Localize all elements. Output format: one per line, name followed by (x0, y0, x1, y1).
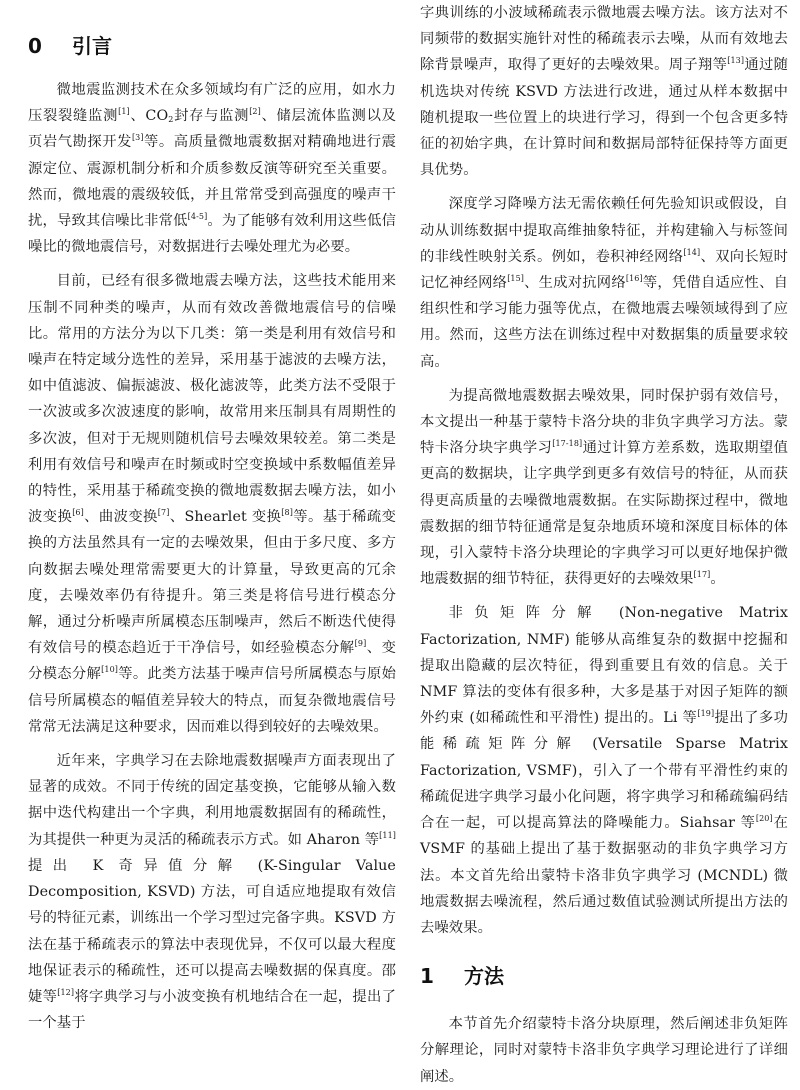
citation: [12] (57, 987, 75, 997)
text-run: 目前，已经有很多微地震去噪方法，这些技术能用来压制不同种类的噪声，从而有效改善微地震信号的信噪比。常用的方法分为以下几类：第一类是利用有效信号和噪声在特定域分选性的差异，采用基于滤波的去噪方法，如中值滤波、偏振滤波、极化滤波等，此类方法不受限于一次波或多次波速度的影响，故常用来压制具有周期性的多次波，但对于无规则随机信号去噪效果较差。第二类是利用有效信号和噪声在时频或时空变换域中系数幅值差异的特性，采用基于稀疏变换的微地震数据去噪方法，如小波变换 (28, 273, 396, 526)
text-run: 、生成对抗网络 (524, 275, 626, 292)
citation: [16] (625, 274, 643, 284)
text-run: 通过计算方差系数，选取期望值更高的数据块，让字典学到更多有效信号的特征，从而获得更高质量的去噪微地震数据。在实际勘探过程中，微地震数据的细节特征通常是复杂地质环境和深度目标体的体现，引入蒙特卡洛分块理论的字典学习可以更好地保护微地震数据的细节特征，获得更好的去噪效果 (420, 440, 788, 588)
right-body (420, 0, 788, 941)
text-run: 封存与监测 (173, 108, 250, 125)
text-run: 深度学习降噪方法无需依赖任何先验知识或假设，自动从训练数据中提取高维抽象特征，并构建输入与标签间的非线性映射关系。例如，卷积神经网络 (420, 196, 788, 265)
text-run: 非负矩阵分解 (Non-negative Matrix Factorization, NMF) 能够从高维复杂的数据中挖掘和提取出隐藏的层次特征，得到重要且有效的信息。关于 NMF 算法的变体有很多种，大多是基于对因子矩阵的额外约束 (如稀疏性和平滑性) 提出的。Li 等 (420, 605, 788, 727)
section-number: 1 (420, 964, 434, 989)
body-paragraph (28, 268, 396, 740)
text-run: 近年来，字典学习在去除地震数据噪声方面表现出了显著的成效。不同于传统的固定基变换，它能够从输入数据中迭代构建出一个字典，利用地震数据固有的稀疏性，为其提供一种更为灵活的稀疏表示方式。如 Aharon 等 (28, 753, 396, 848)
text-run: 等。基于稀疏变换的方法虽然具有一定的去噪效果，但由于多尺度、多方向数据去噪处理常需要更大的计算量，导致更高的冗余度，去噪效率仍有待提升。第三类是将信号进行模态分解，通过分析噪声所属模态压制噪声，然后不断迭代使得有效信号的模态趋近于干净信号，如经验模态分解 (28, 509, 397, 657)
text-run: 为提高微地震数据去噪效果，同时保护弱有效信号，本文提出一种基于蒙特卡洛分块的非负字典学习方法。蒙特卡洛分块字典学习 (420, 387, 788, 457)
text-run: 提出 K 奇异值分解 (K-Singular Value Decomposition, KSVD) 方法，可自适应地提取有效信号的特征元素，训练出一个学习型过完备字典。KSVD 方法在基于稀疏表示的算法中表现优异，不仅可以最大程度地保证表示的稀疏性，还可以提高去噪数据的保真度。邵婕等 (28, 857, 396, 1005)
citation: [10] (101, 665, 118, 675)
body-paragraph: 本节首先介绍蒙特卡洛分块原理，然后阐述非负矩阵分解理论，同时对蒙特卡洛非负字典学习理论进行了详细阐述。 (420, 1016, 788, 1085)
text-run: 提出了多功能稀疏矩阵分解 (Versatile Sparse Matrix Factorization, VSMF)，引入了一个带有平滑性约束的稀疏促进字典学习最小化问题，将字典学习和稀疏编码结合在一起，可以提高算法的降噪能力。Siahsar 等 (420, 710, 789, 832)
section-title: 方法 (464, 964, 504, 989)
citation: [3] (131, 133, 144, 143)
text-run: 等。高质量微地震数据对精确地进行震源定位、震源机制分析和介质参数反演等研究至关重要。然而，微地震的震级较低，并且常常受到高强度的噪声干扰，导致其信噪比非常低 (28, 134, 396, 230)
body-paragraph (420, 600, 788, 941)
citation: [9] (354, 639, 367, 649)
text-run: 等，凭借自适应性、自组织性和学习能力强等优点，在微地震去噪领域得到了应用。然而，这些方法在训练过程中对数据集的质量要求较高。 (420, 275, 789, 370)
section-title: 引言 (72, 34, 112, 58)
section-heading-method (420, 963, 788, 989)
citation: [20] (755, 814, 773, 824)
citation: [2] (249, 107, 261, 117)
citation: [19] (697, 709, 715, 719)
text-run: 。 (710, 571, 725, 588)
body-paragraph (28, 77, 396, 260)
text-run: 在 VSMF 的基础上提出了基于数据驱动的非负字典学习方法。本文首先给出蒙特卡洛非负字典学习 (MCNDL) 微地震数据去噪流程，然后通过数值试验测试所提出方法的去噪效果。 (420, 815, 788, 936)
body-paragraph (420, 191, 788, 374)
body-paragraph (420, 0, 788, 183)
text-run: 、储层流体监测以及页岩气勘探开发 (28, 108, 396, 151)
subscript: 2 (168, 115, 174, 125)
citation: [4-5] (187, 212, 208, 222)
citation: [13] (727, 56, 745, 66)
text-run: 通过随机选块对传统 KSVD 方法进行改进，通过从样本数据中随机提取一些位置上的块进行学习，得到一个包含更多特征的初始字典，在计算时间和数据局部特征保持等方面更具优势。 (420, 57, 788, 179)
citation: [17] (693, 570, 711, 580)
body-paragraph (420, 383, 788, 593)
text-run: 。为了能够有效利用这些低信噪比的微地震信号，对数据进行去噪处理尤为必要。 (28, 213, 396, 256)
citation: [11] (379, 830, 396, 840)
text-run: 、双向长短时记忆神经网络 (420, 248, 788, 292)
text-run: 字典训练的小波域稀疏表示微地震去噪方法。该方法对不同频带的数据实施针对性的稀疏表示去噪，从而有效地去除背景噪声，取得了更好的去噪效果。周子翔等 (420, 5, 788, 74)
text-run: 微地震监测技术在众多领域均有广泛的应用，如水力压裂裂缝监测 (28, 82, 396, 125)
citation: [7] (157, 508, 170, 518)
text-run: 、变分模态分解 (28, 640, 396, 683)
citation: [8] (281, 508, 293, 518)
text-run: 将字典学习与小波变换有机地结合在一起，提出了一个基于 (28, 988, 396, 1032)
section-heading-introduction (28, 33, 396, 59)
left-column (28, 0, 396, 1036)
citation: [15] (507, 274, 525, 284)
citation: [14] (683, 247, 701, 257)
text-run: 、曲波变换 (83, 509, 158, 526)
section-number: 0 (28, 34, 42, 58)
citation: [1] (118, 107, 130, 117)
left-body (28, 77, 396, 1036)
text-run: 、CO (129, 108, 169, 125)
right-column (420, 0, 788, 1090)
citation: [17-18] (552, 439, 583, 449)
text-run: 等。此类方法基于噪声信号所属模态与原始信号所属模态的幅值差异较大的特点，而复杂微地震信号常常无法满足这种要求，因而难以得到较好的去噪效果。 (28, 666, 397, 735)
body-paragraph (28, 748, 396, 1036)
text-run: 、Shearlet 变换 (169, 509, 282, 526)
citation: [6] (72, 508, 84, 518)
